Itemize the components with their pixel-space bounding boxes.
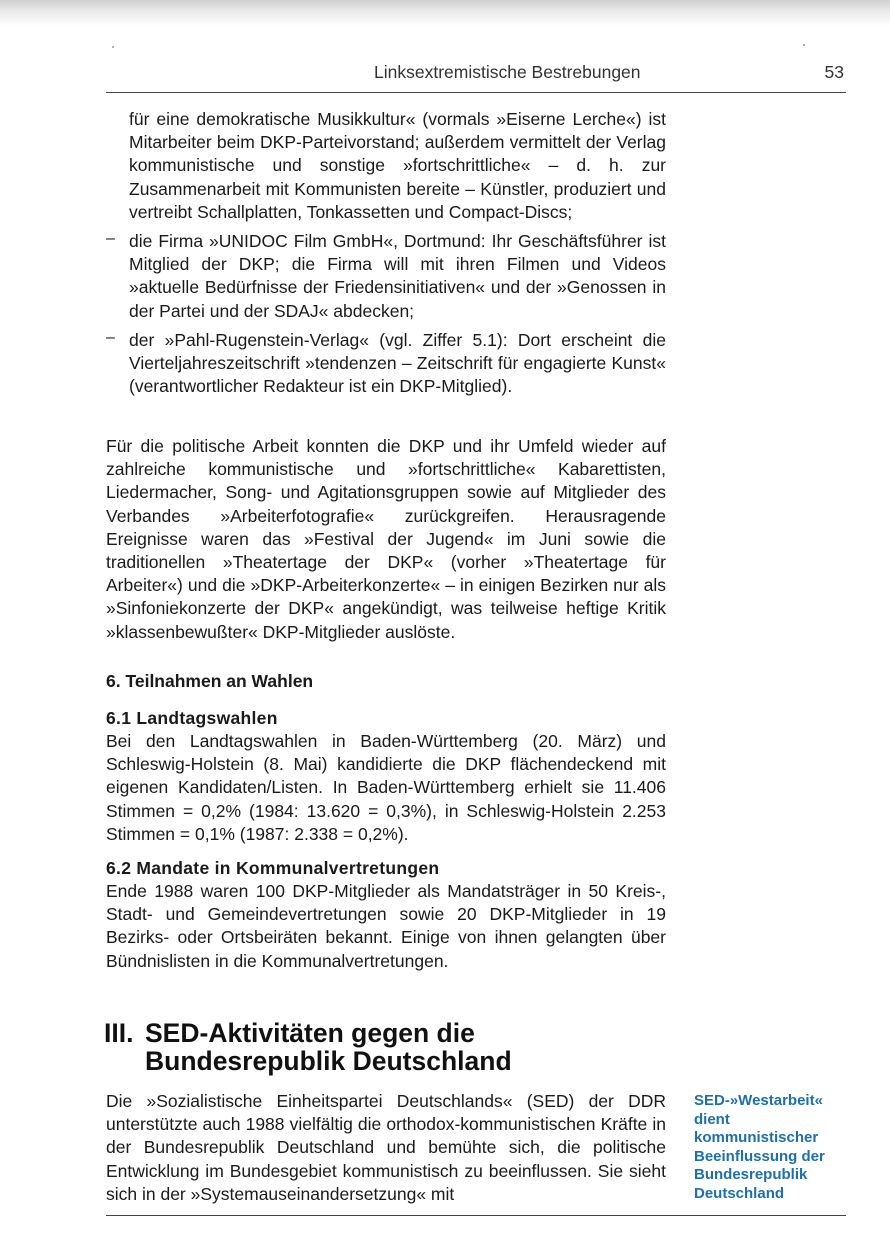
list-item <box>106 230 666 323</box>
footer-rule <box>106 1215 846 1216</box>
chapter-number: III. <box>104 1018 134 1048</box>
section-heading: 6. Teilnahmen an Wahlen <box>106 671 314 691</box>
subsection-text: Bei den Landtagswahlen in Baden-Württemberg (20. März) und Schleswig-Holstein (8. Mai) kandidierte die DKP flächendeckend mit eigenen Kandidaten/Listen. In Baden-Württemberg erhielt sie 11.406 Stimmen = 0,2% (1984: 13.620 = 0,3%), in Schleswig-Holstein 2.253 Stimmen = 0,1% (1987: 2.338 = 0,2%). <box>106 731 666 844</box>
bullet-list <box>106 108 666 398</box>
list-item-text: der »Pahl-Rugenstein-Verlag« (vgl. Ziffer 5.1): Dort erscheint die Vierteljahreszeitschrift »tendenzen – Zeitschrift für engagierte Kunst« (verantwortlicher Redakteur ist ein DKP-Mitglied). <box>129 329 666 397</box>
subsection-heading: 6.2 Mandate in Kommunalvertretungen <box>106 858 440 878</box>
chapter-title-line-2: Bundesrepublik Deutschland <box>145 1046 512 1076</box>
list-item-continuation: für eine demokratische Musikkultur« (vormals »Eiserne Lerche«) ist Mitarbeiter beim DKP-Parteivorstand; außerdem vermittelt der Verlag kommunistische und sonstige »fortschrittliche« – d. h. zur Zusammenarbeit mit Kommunisten bereite – Künstler, produziert und vertreibt Schallplatten, Tonkassetten und Compact-Discs; <box>129 109 666 222</box>
page-number: 53 <box>824 62 844 82</box>
chapter-paragraph: Die »Sozialistische Einheitspartei Deutschlands« (SED) der DDR unterstützte auch 1988 vielfältig die orthodox-kommunistischen Kräfte in der Bundesrepublik Deutschland und bemühte sich, die politische Entwicklung im Bundesgebiet kommunistisch zu beeinflussen. Sie sieht sich in der »Systemauseinandersetzung« mit <box>106 1091 666 1204</box>
margin-note: SED-»Westarbeit« dient kommunistischer Beeinflussung der Bundesrepublik Deutschland <box>694 1092 825 1202</box>
subsection-landtagswahlen <box>106 707 666 846</box>
dash-marker: – <box>106 328 115 346</box>
list-item-text: die Firma »UNIDOC Film GmbH«, Dortmund: Ihr Geschäftsführer ist Mitglied der DKP; die Firma will mit ihren Filmen und Videos »aktuelle Bedürfnisse der Friedensinitiativen« und der »Genossen in der Partei und der SDAJ« abdecken; <box>129 231 666 321</box>
subsection-heading: 6.1 Landtagswahlen <box>106 708 278 728</box>
scan-speck <box>112 46 114 48</box>
scan-speck <box>803 44 805 46</box>
scan-top-shadow <box>0 0 890 26</box>
running-header-title: Linksextremistische Bestrebungen <box>374 62 641 82</box>
paragraph-culture: Für die politische Arbeit konnten die DKP und ihr Umfeld wieder auf zahlreiche kommunistische und »fortschrittliche« Kabarettisten, Liedermacher, Song- und Agitationsgruppen sowie auf Mitglieder des Verbandes »Arbeiterfotografie« zurückgreifen. Herausragende Ereignisse waren das »Festival der Jugend« im Juni sowie die traditionellen »Theatertage der DKP« (vorher »Theatertage für Arbeiter«) und die »DKP-Arbeiterkonzerte« – in einigen Bezirken nur als »Sinfoniekonzerte der DKP« angekündigt, was teilweise heftige Kritik »klassenbewußter« DKP-Mitglieder auslöste. <box>106 436 666 642</box>
dash-marker: – <box>106 230 115 248</box>
chapter-title-line-1: SED-Aktivitäten gegen die <box>145 1018 475 1048</box>
running-header <box>106 62 846 86</box>
subsection-text: Ende 1988 waren 100 DKP-Mitglieder als Mandatsträger in 50 Kreis-, Stadt- und Gemeindevertretungen sowie 20 DKP-Mitglieder in 19 Bezirks- oder Ortsbeiräten bekannt. Einige von ihnen gelangten über Bündnislisten in die Kommunalvertretungen. <box>106 881 666 971</box>
subsection-mandate <box>106 857 666 973</box>
list-item <box>106 329 666 399</box>
header-rule <box>106 92 846 93</box>
